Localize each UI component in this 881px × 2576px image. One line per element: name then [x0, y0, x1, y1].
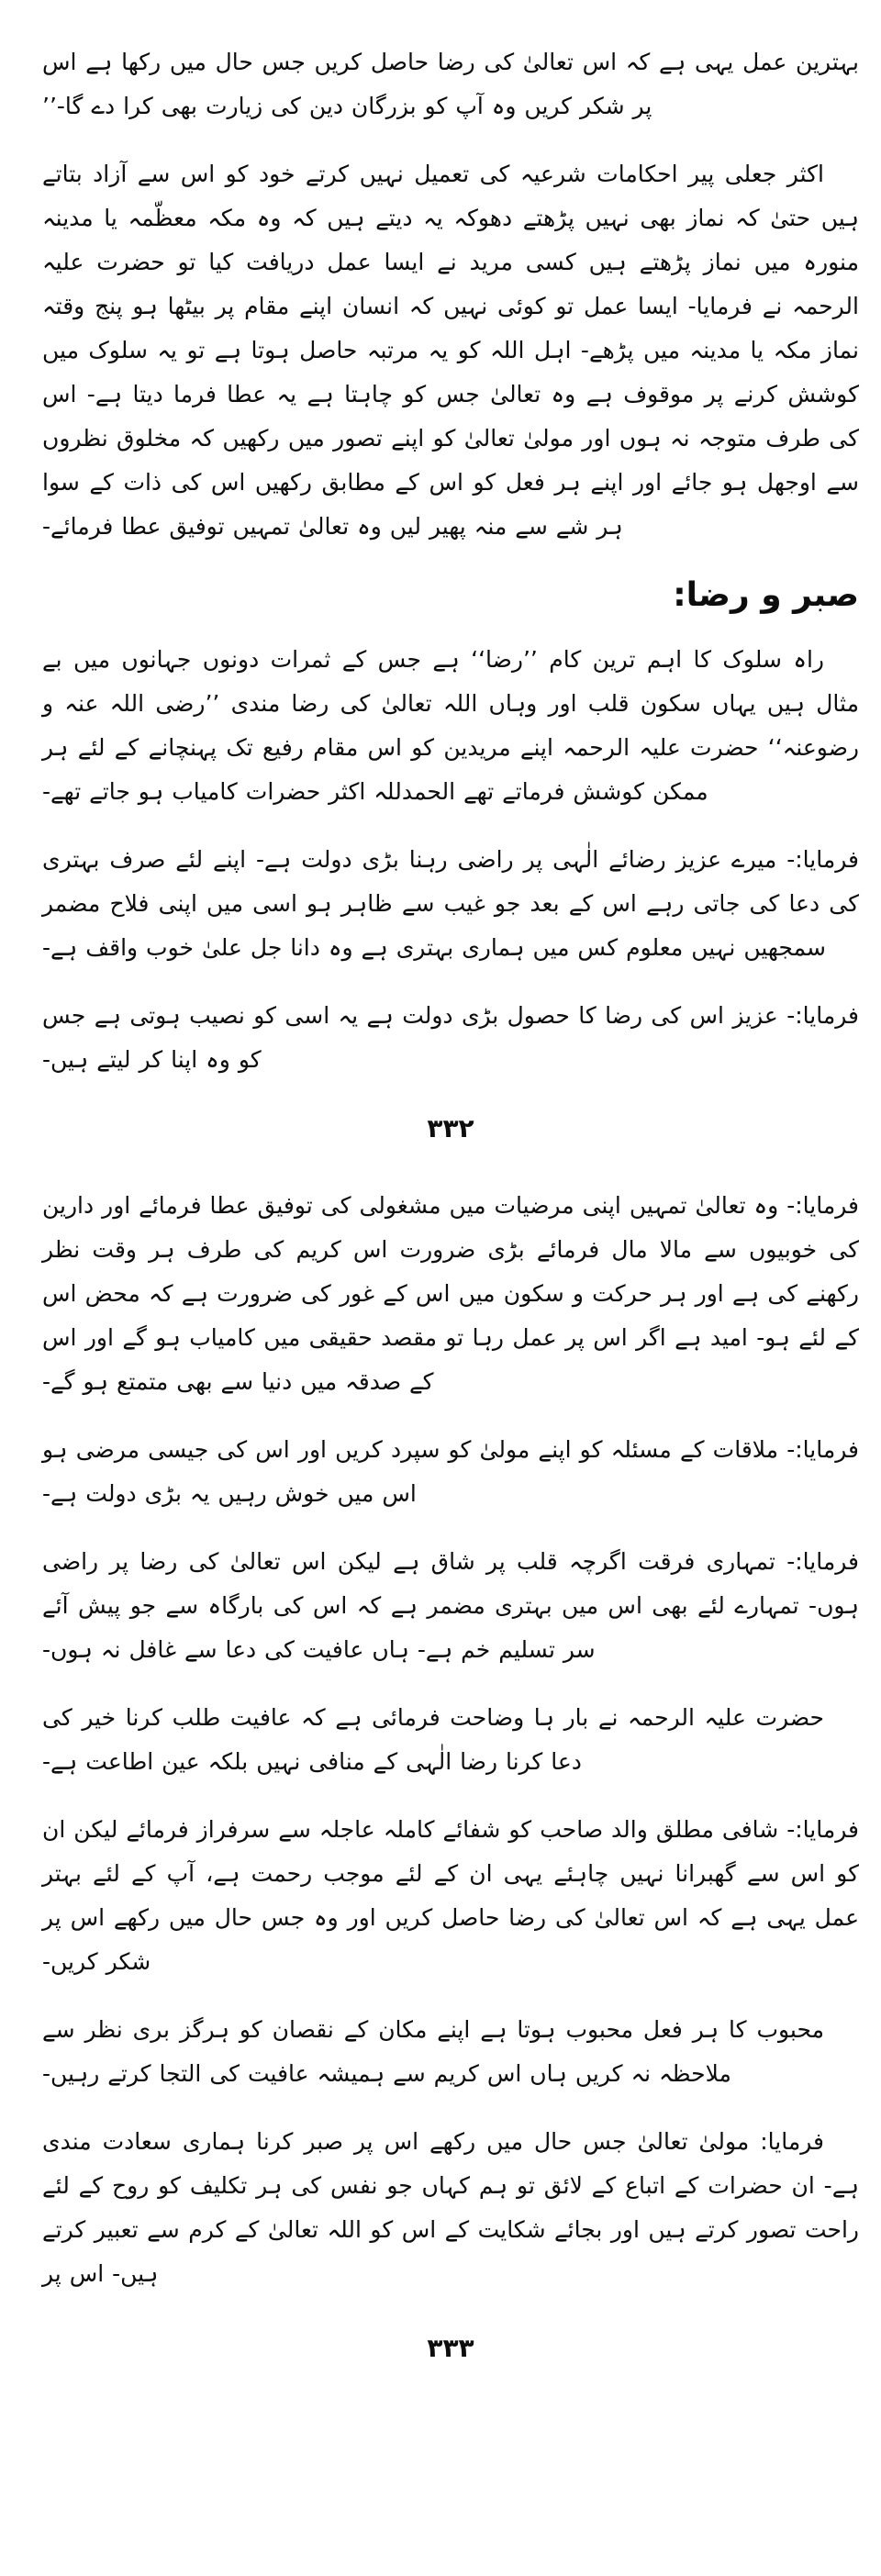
- urdu-paragraph-rah-e-sulook: راہ سلوک کا اہم ترین کام ’’رضا‘‘ ہے جس کے ثمرات دونوں جہانوں میں بے مثال ہیں یہاں سکون قلب اور وہاں اللہ تعالیٰ کی رضا مندی ’’رضی اللہ عنہ و رضوعنہ‘‘ حضرت علیہ الرحمہ اپنے مریدین کو اس مقام رفیع تک پہنچانے کے لئے ہر ممکن کوشش فرماتے تھے الحمدللہ اکثر حضرات کامیاب ہو جاتے تھے-: [42, 646, 859, 805]
- urdu-paragraph-farmaya-marziyat: فرمایا:- وہ تعالیٰ تمہیں اپنی مرضیات میں مشغولی کی توفیق عطا فرمائے اور دارین کی خوبیوں سے مالا مال فرمائے بڑی ضرورت اس کریم کی طرف ہر وقت نظر رکھنے کی ہے اور ہر حرکت و سکون میں اس کے غور کی ضرورت ہے کہ محض اس کے لئے ہو- امید ہے اگر اس پر عمل رہا تو مقصد حقیقی میں کامیاب ہو گے اور اس کے صدقہ میں دنیا سے بھی متمتع ہو گے-: [42, 1192, 859, 1395]
- page-number-333: ۳۳۳: [427, 2333, 474, 2363]
- page-number-332: ۳۳۲: [427, 1113, 474, 1143]
- urdu-paragraph-mehboob-ka-fel: محبوب کا ہر فعل محبوب ہوتا ہے اپنے مکان کے نقصان کو ہرگز بری نظر سے ملاحظہ نہ کریں ہاں اس کریم سے ہمیشہ عافیت کی التجا کرتے رہیں-: [42, 2016, 824, 2087]
- urdu-paragraph-farmaya-mulaqat: فرمایا:- ملاقات کے مسئلہ کو اپنے مولیٰ کو سپرد کریں اور اس کی جیسی مرضی ہو اس میں خوش رہیں یہ بڑی دولت ہے-: [42, 1436, 859, 1507]
- urdu-paragraph-farmaya-sabr: فرمایا: مولیٰ تعالیٰ جس حال میں رکھے اس پر صبر کرنا ہماری سعادت مندی ہے- ان حضرات کے اتباع کے لائق تو ہم کہاں جو نفس کی ہر تکلیف کو روح کے لئے راحت تصور کرتے ہیں اور بجائے شکایت کے اس کو اللہ تعالیٰ کے کرم سے تعبیر کرتے ہیں- اس پر: [42, 2128, 859, 2287]
- urdu-paragraph-quote-continuation: بہترین عمل یہی ہے کہ اس تعالیٰ کی رضا حاصل کریں جس حال میں رکھا ہے اس پر شکر کریں وہ آپ کو بزرگان دین کی زیارت بھی کرا دے گا-’’: [42, 49, 859, 119]
- urdu-paragraph-farmaya-raza-e-ilahi: فرمایا:- میرے عزیز رضائے الٰہی پر راضی رہنا بڑی دولت ہے- اپنے لئے صرف بہتری کی دعا کی جاتی رہے اس کے بعد جو غیب سے ظاہر ہو اسی میں اپنی فلاح مضمر سمجھیں نہیں معلوم کس میں ہماری بہتری ہے وہ دانا جل علیٰ خوب واقف ہے-: [42, 846, 859, 961]
- urdu-paragraph-farmaya-shafi-e-mutlaq: فرمایا:- شافی مطلق والد صاحب کو شفائے کاملہ عاجلہ سے سرفراز فرمائے لیکن ان کو اس سے گھبرانا نہیں چاہئے یہی ان کے لئے موجب رحمت ہے، آپ کے لئے بہتر عمل یہی ہے کہ اس تعالیٰ کی رضا حاصل کریں اور وہ جس حال میں رکھے اس پر شکر کریں-: [42, 1816, 859, 1975]
- urdu-paragraph-fake-pirs: اکثر جعلی پیر احکامات شرعیہ کی تعمیل نہیں کرتے خود کو اس سے آزاد بتاتے ہیں حتیٰ کہ نماز بھی نہیں پڑھتے دھوکہ یہ دیتے ہیں کہ وہ مکہ معظّمہ یا مدینہ منورہ میں نماز پڑھتے ہیں کسی مرید نے ایسا عمل دریافت کیا تو حضرت علیہ الرحمہ نے فرمایا- ایسا عمل تو کوئی نہیں کہ انسان اپنے مقام پر بیٹھا ہو پنج وقتہ نماز مکہ یا مدینہ میں پڑھے- اہل اللہ کو یہ مرتبہ حاصل ہوتا ہے تو یہ سلوک میں کوشش کرنے پر موقوف ہے وہ تعالیٰ جس کو چاہتا ہے یہ عطا فرما دیتا ہے- اس کی طرف متوجہ نہ ہوں اور مولیٰ تعالیٰ کو اپنے تصور میں رکھیں کہ مخلوق نظروں سے اوجھل ہو جائے اور اپنے ہر فعل کو اس کے مطابق رکھیں اس کی ذات کے سوا ہر شے سے منہ پھیر لیں وہ تعالیٰ تمہیں توفیق عطا فرمائے-: [42, 161, 859, 540]
- urdu-paragraph-hazrat-wazahat: حضرت علیہ الرحمہ نے بار ہا وضاحت فرمائی ہے کہ عافیت طلب کرنا خیر کی دعا کرنا رضا الٰہی کے منافی نہیں بلکہ عین اطاعت ہے-: [42, 1704, 824, 1775]
- section-heading-sabr-o-raza: صبر و رضا:: [673, 576, 859, 614]
- urdu-paragraph-farmaya-husool-e-raza: فرمایا:- عزیز اس کی رضا کا حصول بڑی دولت ہے یہ اسی کو نصیب ہوتی ہے جس کو وہ اپنا کر لیتے ہیں-: [42, 1002, 859, 1073]
- urdu-paragraph-farmaya-furqat: فرمایا:- تمہاری فرقت اگرچہ قلب پر شاق ہے لیکن اس تعالیٰ کی رضا پر راضی ہوں- تمہارے لئے بھی اس میں بہتری مضمر ہے کہ اس کی بارگاہ سے جو پیش آئے سر تسلیم خم ہے- ہاں عافیت کی دعا سے غافل نہ ہوں-: [42, 1548, 859, 1663]
